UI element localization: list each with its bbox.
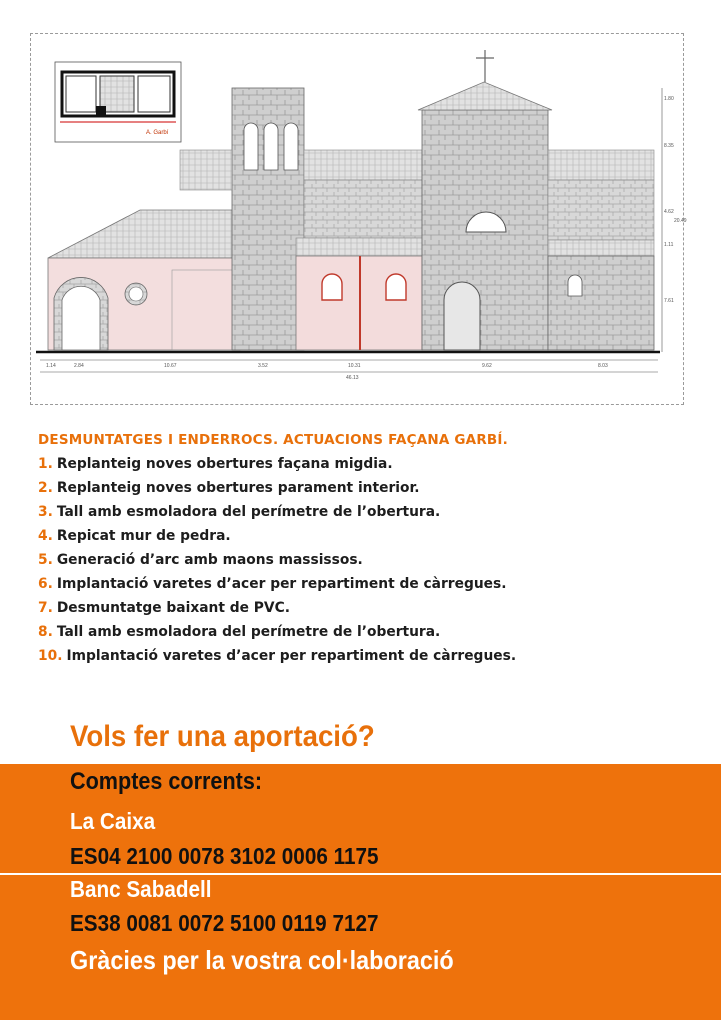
donation-title: Vols fer una aportació? bbox=[70, 720, 375, 753]
item-text: Replanteig noves obertures façana migdia. bbox=[56, 456, 393, 472]
item-number: 2. bbox=[38, 480, 53, 496]
dim-vertical: 7.61 bbox=[664, 298, 674, 304]
list-item bbox=[38, 452, 688, 476]
dim-horizontal: 3.52 bbox=[258, 363, 268, 369]
dim-horizontal: 1.14 bbox=[46, 363, 56, 369]
item-number: 6. bbox=[38, 576, 53, 592]
dim-horizontal: 9.62 bbox=[482, 363, 492, 369]
iban-la-caixa: ES04 2100 0078 3102 0006 1175 bbox=[70, 843, 379, 869]
list-item bbox=[38, 620, 688, 644]
item-number: 1. bbox=[38, 456, 53, 472]
item-text: Tall amb esmoladora del perímetre de l’obertura. bbox=[56, 624, 441, 640]
facade-elevation-drawing bbox=[0, 0, 721, 420]
dim-vertical: 4.62 bbox=[664, 209, 674, 215]
plan-caption: A. Garbí bbox=[146, 130, 169, 136]
list-item bbox=[38, 596, 688, 620]
list-item bbox=[38, 644, 688, 668]
item-number: 7. bbox=[38, 600, 53, 616]
item-text: Replanteig noves obertures parament interior. bbox=[56, 480, 420, 496]
list-item bbox=[38, 524, 688, 548]
dim-total: 46.13 bbox=[346, 375, 359, 381]
bank-name-sabadell: Banc Sabadell bbox=[70, 876, 212, 902]
item-number: 3. bbox=[38, 504, 53, 520]
dim-horizontal: 2.84 bbox=[74, 363, 84, 369]
list-item bbox=[38, 476, 688, 500]
dim-vertical: 20.49 bbox=[674, 218, 687, 224]
dim-vertical: 8.35 bbox=[664, 143, 674, 149]
item-number: 5. bbox=[38, 552, 53, 568]
dim-horizontal: 10.31 bbox=[348, 363, 361, 369]
item-text: Desmuntatge baixant de PVC. bbox=[56, 600, 290, 616]
item-text: Generació d’arc amb maons massissos. bbox=[56, 552, 363, 568]
dim-horizontal: 8.03 bbox=[598, 363, 608, 369]
item-number: 10. bbox=[38, 648, 63, 664]
dim-horizontal: 10.67 bbox=[164, 363, 177, 369]
list-item bbox=[38, 572, 688, 596]
item-number: 8. bbox=[38, 624, 53, 640]
item-text: Repicat mur de pedra. bbox=[56, 528, 231, 544]
list-item bbox=[38, 500, 688, 524]
item-text: Implantació varetes d’acer per repartiment de càrregues. bbox=[66, 648, 517, 664]
bank-name-la-caixa: La Caixa bbox=[70, 808, 156, 834]
works-list-heading: DESMUNTATGES I ENDERROCS. ACTUACIONS FAÇANA GARBÍ. bbox=[38, 432, 508, 448]
works-list-section bbox=[38, 430, 688, 668]
item-text: Implantació varetes d’acer per repartiment de càrregues. bbox=[56, 576, 507, 592]
iban-sabadell: ES38 0081 0072 5100 0119 7127 bbox=[70, 910, 379, 936]
dim-vertical: 1.80 bbox=[664, 96, 674, 102]
accounts-label: Comptes corrents: bbox=[70, 768, 263, 795]
thanks-message: Gràcies per la vostra col·laboració bbox=[70, 945, 454, 975]
works-list bbox=[38, 452, 688, 668]
list-item bbox=[38, 548, 688, 572]
item-text: Tall amb esmoladora del perímetre de l’obertura. bbox=[56, 504, 441, 520]
band-divider bbox=[0, 873, 721, 875]
item-number: 4. bbox=[38, 528, 53, 544]
dim-vertical: 1.11 bbox=[664, 242, 674, 248]
